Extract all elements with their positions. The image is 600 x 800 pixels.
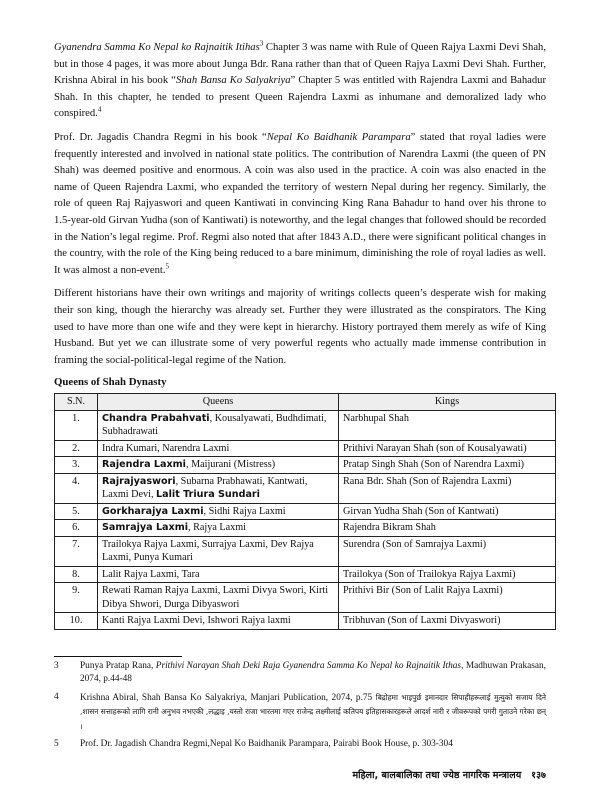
header-sn: S.N. — [55, 394, 98, 411]
other-queens: , Sidhi Rajya Laxmi — [203, 505, 286, 517]
footnote-ref: 5 — [165, 262, 169, 271]
other-queens: , Kousalyawati, Budhdimati, Subhadrawati — [102, 412, 327, 438]
row-king: Surendra (Son of Samrajya Laxmi) — [339, 536, 556, 566]
table-row — [55, 503, 556, 520]
footnote-author: Punya Pratap Rana, — [80, 661, 156, 671]
footnote-number: 5 — [54, 739, 59, 750]
row-sn: 4. — [55, 473, 98, 503]
footnote-text — [80, 691, 546, 734]
row-sn: 8. — [55, 566, 98, 583]
other-queens: Kanti Rajya Laxmi Devi, Ishwori Rajya laxmi — [102, 615, 291, 627]
row-sn: 6. — [55, 520, 98, 537]
row-queens — [98, 583, 339, 613]
header-queens: Queens — [98, 394, 339, 411]
footnote-ref: 3 — [259, 39, 264, 48]
row-sn: 9. — [55, 583, 98, 613]
principal-queen: Chandra Prabahvati — [102, 412, 210, 424]
table-row — [55, 440, 556, 457]
principal-queen: Rajendra Laxmi — [102, 459, 186, 471]
book-title: Shah Bansa Ko Salyakriya — [175, 75, 291, 87]
row-king: Pratap Singh Shah (Son of Narendra Laxmi) — [339, 457, 556, 474]
ministry-name: महिला, बालबालिका तथा ज्येष्ठ नागरिक मन्त्रालय — [352, 770, 522, 781]
book-title: Gyanendra Samma Ko Nepal ko Rajnaitik Itihas — [54, 42, 260, 53]
book-title: Nepal Ko Baidhanik Parampara — [266, 131, 411, 143]
page-body — [54, 40, 546, 630]
footnote-text: Prof. Dr. Jagadish Chandra Regmi,Nepal Ko Baidhanik Parampara, Pairabi Book House, p. 303-304 — [80, 739, 453, 750]
principal-queen: Gorkharajya Laxmi — [102, 505, 204, 517]
principal-queen: Rajrajyaswori — [102, 475, 176, 487]
footnote-3 — [54, 660, 546, 687]
row-sn: 5. — [55, 503, 98, 520]
row-king: Trailokya (Son of Trailokya Rajya Laxmi) — [339, 566, 556, 583]
row-queens — [98, 566, 339, 583]
row-king: Prithivi Narayan Shah (son of Kousalyawati) — [339, 440, 556, 457]
header-kings: Kings — [339, 394, 556, 411]
footnote-citation: Krishna Abiral, Shah Bansa Ko Salyakriya, Manjari Publication, 2074, p.75 — [80, 692, 376, 703]
paragraph-3: Different historians have their own writings and majority of writings collects queen’s desperate wish for making their son king, though the hierarchy was already set. Further they were illustrated as the conspirators. The King used to have more than one wife and they were kept in hierarchy. History portrayed them merely as wife of King Husband. But yet we can illustrate some of very powerful regents who actually made immense contribution in framing the social-political-legal regime of the Nation. — [54, 288, 546, 366]
footnote-nepali-text: बिद्रोहमा भाइपुर्छ इमानदार सिपाहीहरूलाई मुत्युको सजाय दिने ,शासन सत्ताहरूको लागि रानी अनुभव नभएकी ,लद्धाइ ,यस्तो राजा भारतमा गएर राजेन्द्र लक्ष्मीलाई कतिपय इतिहासकारहरूले आदर्श नारी र जीवरूपको पगरी गुताउने गरेका छन् । — [80, 692, 546, 731]
table-title: Queens of Shah Dynasty — [54, 376, 167, 389]
other-queens: Lalit Rajya Laxmi, Tara — [102, 568, 200, 580]
row-king: Rajendra Bikram Shah — [339, 520, 556, 537]
other-queens: , Maijurani (Mistress) — [185, 459, 276, 471]
paragraph-1 — [54, 40, 546, 123]
footnote-divider — [54, 656, 182, 657]
queens-table — [54, 393, 556, 630]
table-row — [55, 566, 556, 583]
row-queens — [98, 520, 339, 537]
row-king: Tribhuvan (Son of Laxmi Divyaswori) — [339, 613, 556, 630]
table-row — [55, 583, 556, 613]
paragraph-text: ” stated that royal ladies were frequently interested and involved in national state politics. The contribution of Narendra Laxmi (the queen of PN Shah) was deemed positive and enormous. A coin was also used in the practice. A coin was also enacted in the name of Queen Rajendra Laxmi, who expanded the territory of western Nepal during her regency. Similarly, the role of queen Raj Rajyaswori and queen Kantiwati in convincing King Rana Bahadur to hand over his throne to 1.5-year-old Girvan Yudha (son of Kantiwati) is noteworthy, and the legal changes that followed should be recorded in the Nation’s legal regime. Prof. Regmi also noted that after 1843 A.D., there were significant political changes in the country, with the role of the King being reduced to a bare minimum, diminishing the role of royal ladies as well. It was almost a non-event. — [54, 131, 547, 276]
row-king: Narbhupal Shah — [339, 410, 556, 440]
footnote-number: 3 — [54, 661, 59, 671]
other-queens: Trailokya Rajya Laxmi, Surrajya Laxmi, Dev Rajya Laxmi, Punya Kumari — [102, 538, 314, 564]
table-row — [55, 613, 556, 630]
row-queens — [98, 503, 339, 520]
table-header-row — [55, 394, 556, 411]
row-king: Prithivi Bir (Son of Lalit Rajya Laxmi) — [339, 583, 556, 613]
row-queens — [98, 613, 339, 630]
footnote-5 — [54, 738, 546, 751]
table-row — [55, 457, 556, 474]
other-queens: Rewati Raman Rajya Laxmi, Laxmi Divya Swori, Kirti Dibya Shwori, Durga Dibyaswori — [102, 585, 329, 610]
page-number: १३७ — [531, 770, 546, 781]
row-sn: 1. — [55, 410, 98, 440]
paragraph-text: Prof. Dr. Jagadis Chandra Regmi in his book “ — [54, 131, 267, 143]
row-sn: 7. — [55, 536, 98, 566]
footnote-4 — [54, 691, 546, 734]
paragraph-text: ” Chapter 5 was entitled with Rajendra Laxmi and Bahadur Shah. In this chapter, he tended to present Queen Rajendra Laxmi as inhumane and demoralized lady who conspired. — [54, 75, 546, 120]
row-sn: 2. — [55, 440, 98, 457]
footnote-ref: 4 — [97, 105, 102, 114]
paragraph-text: Chapter 3 was name with Rule of Queen Rajya Laxmi Devi Shah, but in those 4 pages, it was more about Junga Bdr. Rana rather than that of Queen Rajya Laxmi Devi Shah. Further, Krishna Abiral in his book “ — [54, 42, 546, 87]
paragraph-2 — [54, 130, 546, 279]
footnote-book-title: Prithivi Narayan Shah Deki Raja Gyanendra Samma Ko Nepal ko Rajnaitik Ithas — [155, 661, 462, 671]
footnotes — [54, 660, 546, 755]
principal-queen: Samrajya Laxmi — [102, 522, 189, 534]
row-queens — [98, 440, 339, 457]
other-queens: , Rajya Laxmi — [188, 522, 247, 534]
page-footer — [300, 768, 546, 781]
footnote-text — [80, 660, 546, 687]
table-row — [55, 520, 556, 537]
table-row — [55, 473, 556, 503]
other-queens: , Subarna Prabhawati, Kantwati, Laxmi Devi, — [102, 475, 308, 501]
table-row — [55, 536, 556, 566]
row-king: Girvan Yudha Shah (Son of Kantwati) — [339, 503, 556, 520]
row-queens — [98, 473, 339, 503]
other-queens: Indra Kumari, Narendra Laxmi — [102, 442, 230, 454]
row-queens — [98, 457, 339, 474]
row-sn: 3. — [55, 457, 98, 474]
row-queens — [98, 410, 339, 440]
table-row — [55, 410, 556, 440]
footnote-publisher: , Madhuwan Prakasan, 2074, p.44-48 — [80, 661, 546, 685]
row-sn: 10. — [55, 613, 98, 630]
table-body — [55, 410, 556, 629]
row-queens — [98, 536, 339, 566]
row-king: Rana Bdr. Shah (Son of Rajendra Laxmi) — [339, 473, 556, 503]
footnote-number: 4 — [54, 691, 59, 702]
principal-queen-2: Lalit Triura Sundari — [156, 489, 260, 501]
